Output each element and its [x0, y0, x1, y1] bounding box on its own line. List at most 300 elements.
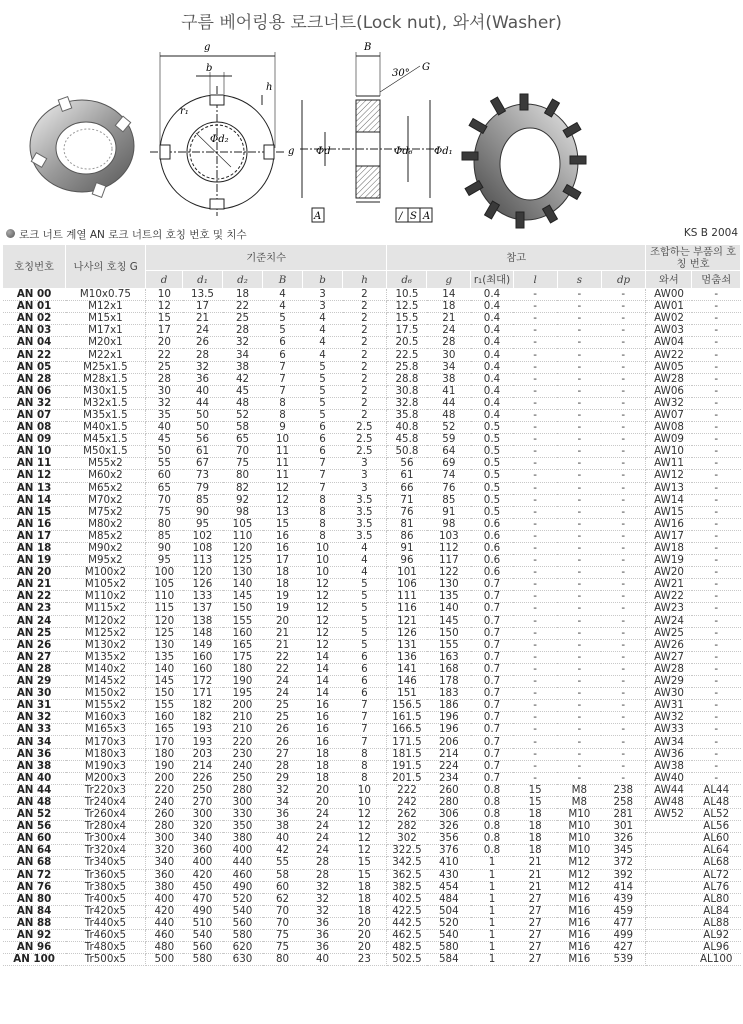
table-cell: 1 [471, 857, 513, 869]
table-row [3, 942, 741, 954]
table-cell: - [557, 700, 601, 712]
table-cell: 58 [263, 869, 303, 881]
table-cell: M150x2 [66, 688, 146, 700]
table-cell: - [513, 337, 557, 349]
table-cell: - [557, 542, 601, 554]
table-cell: 220 [146, 784, 183, 796]
table-cell: 48 [223, 397, 263, 409]
table-cell: AW00 [646, 289, 692, 301]
table-cell: 26 [263, 736, 303, 748]
table-cell: M25x1.5 [66, 361, 146, 373]
table-cell: 330 [223, 809, 263, 821]
table-cell: 166.5 [387, 724, 427, 736]
table-cell: - [513, 712, 557, 724]
table-cell: 18 [303, 760, 343, 772]
table-cell: 440 [146, 917, 183, 929]
table-cell: - [513, 313, 557, 325]
table-row [3, 627, 741, 639]
table-cell: 0.4 [471, 301, 513, 313]
col-d6: d₆ [387, 271, 427, 289]
table-cell: AL56 [692, 821, 741, 833]
table-row [3, 337, 741, 349]
table-cell: - [557, 349, 601, 361]
table-cell: 5 [343, 591, 387, 603]
table-row [3, 615, 741, 627]
table-cell: 10 [343, 796, 387, 808]
table-cell: Tr360x5 [66, 869, 146, 881]
table-cell: - [601, 385, 645, 397]
table-cell: AN 10 [3, 446, 66, 458]
table-cell: - [692, 736, 741, 748]
table-cell: 183 [427, 688, 471, 700]
table-cell: 22.5 [387, 349, 427, 361]
table-cell: 12 [343, 833, 387, 845]
table-cell: - [513, 542, 557, 554]
table-row [3, 639, 741, 651]
table-row [3, 869, 741, 881]
table-cell: 280 [146, 821, 183, 833]
table-cell: - [692, 446, 741, 458]
table-cell: AN 00 [3, 289, 66, 301]
table-cell: AW27 [646, 651, 692, 663]
table-cell: 32 [303, 893, 343, 905]
table-cell: 172 [183, 676, 223, 688]
table-cell: 5 [343, 639, 387, 651]
table-cell: 106 [387, 579, 427, 591]
table-cell: 5 [343, 627, 387, 639]
table-cell: AW20 [646, 567, 692, 579]
table-cell: AN 68 [3, 857, 66, 869]
table-cell: Tr460x5 [66, 929, 146, 941]
table-cell: - [692, 349, 741, 361]
table-cell: - [513, 530, 557, 542]
table-cell: 79 [183, 482, 223, 494]
table-cell: 34 [223, 349, 263, 361]
table-cell: 8 [343, 772, 387, 784]
table-cell: AL68 [692, 857, 741, 869]
table-cell: 95 [183, 518, 223, 530]
table-cell: 191.5 [387, 760, 427, 772]
table-cell: 0.7 [471, 579, 513, 591]
table-cell: AL88 [692, 917, 741, 929]
table-cell: 12 [343, 821, 387, 833]
table-cell: 5 [343, 615, 387, 627]
table-cell: 155 [427, 639, 471, 651]
table-cell: - [513, 301, 557, 313]
table-cell: 90 [146, 542, 183, 554]
table-cell: - [601, 591, 645, 603]
table-cell: - [557, 337, 601, 349]
table-cell: 18 [343, 881, 387, 893]
table-cell [646, 881, 692, 893]
table-cell: 200 [146, 772, 183, 784]
table-cell: 165 [146, 724, 183, 736]
table-cell: AN 03 [3, 325, 66, 337]
table-cell: 502.5 [387, 954, 427, 966]
table-cell: - [692, 676, 741, 688]
table-cell: 8 [263, 409, 303, 421]
col-d1: d₁ [183, 271, 223, 289]
table-cell: 11 [263, 458, 303, 470]
table-cell: - [513, 422, 557, 434]
table-cell: 0.7 [471, 688, 513, 700]
table-cell: M75x2 [66, 506, 146, 518]
table-cell: 122 [427, 567, 471, 579]
table-cell: 40.8 [387, 422, 427, 434]
table-cell: 2 [343, 385, 387, 397]
table-cell: AN 08 [3, 422, 66, 434]
table-cell: - [513, 289, 557, 301]
table-cell: 70 [223, 446, 263, 458]
label-angle: 30° [392, 68, 410, 79]
table-cell: 1 [471, 942, 513, 954]
table-cell: - [601, 289, 645, 301]
table-cell: 195 [223, 688, 263, 700]
table-cell: - [513, 506, 557, 518]
table-cell: AW11 [646, 458, 692, 470]
table-cell: 38 [263, 821, 303, 833]
table-cell: 0.5 [471, 446, 513, 458]
table-row [3, 301, 741, 313]
table-cell: 1 [471, 917, 513, 929]
table-cell: - [513, 482, 557, 494]
table-cell: 0.5 [471, 482, 513, 494]
table-cell: 0.4 [471, 337, 513, 349]
table-cell: 484 [427, 893, 471, 905]
table-cell: 22 [263, 663, 303, 675]
table-cell: 28 [146, 373, 183, 385]
table-cell: - [601, 555, 645, 567]
table-cell: 18 [263, 579, 303, 591]
table-cell: 462.5 [387, 929, 427, 941]
table-cell: AW07 [646, 409, 692, 421]
table-cell: 3 [343, 458, 387, 470]
table-cell: 5 [343, 603, 387, 615]
table-cell: - [601, 603, 645, 615]
table-cell: AL84 [692, 905, 741, 917]
table-cell: 24 [263, 688, 303, 700]
table-cell: AW15 [646, 506, 692, 518]
table-cell: - [601, 627, 645, 639]
table-cell: AL64 [692, 845, 741, 857]
table-cell: AL52 [692, 809, 741, 821]
table-cell: AN 48 [3, 796, 66, 808]
table-cell: AN 28 [3, 373, 66, 385]
table-cell: 27 [513, 954, 557, 966]
table-cell: 133 [183, 591, 223, 603]
table-cell: 25 [146, 361, 183, 373]
table-cell: 5 [263, 325, 303, 337]
section-title: 로크 너트 계열 AN 로크 너트의 호칭 번호 및 치수 [19, 229, 247, 241]
table-cell: M35x1.5 [66, 409, 146, 421]
table-cell: 320 [183, 821, 223, 833]
table-cell: 34 [263, 796, 303, 808]
table-cell: 24 [263, 676, 303, 688]
table-cell: 372 [601, 857, 645, 869]
table-cell: 14 [303, 676, 343, 688]
table-cell: 14 [427, 289, 471, 301]
table-cell: 146 [387, 676, 427, 688]
table-cell [646, 917, 692, 929]
table-cell: 131 [387, 639, 427, 651]
table-cell: 21 [263, 639, 303, 651]
table-cell: M16 [557, 893, 601, 905]
table-cell: 210 [223, 712, 263, 724]
table-cell: - [557, 736, 601, 748]
table-cell: AN 06 [3, 385, 66, 397]
table-cell: 20 [343, 917, 387, 929]
col-r1: r₁(최대) [471, 271, 513, 289]
table-cell: - [601, 651, 645, 663]
table-cell: 182 [183, 700, 223, 712]
table-cell: 460 [146, 929, 183, 941]
table-cell: 0.4 [471, 397, 513, 409]
table-row [3, 349, 741, 361]
col-dp: dp [601, 271, 645, 289]
table-cell: 262 [387, 809, 427, 821]
table-cell: 220 [223, 736, 263, 748]
table-cell: AW32 [646, 397, 692, 409]
table-cell: 56 [183, 434, 223, 446]
table-cell: 0.6 [471, 555, 513, 567]
table-cell: M145x2 [66, 676, 146, 688]
table-cell: - [692, 760, 741, 772]
table-cell: AW16 [646, 518, 692, 530]
table-cell: 62 [263, 893, 303, 905]
table-cell: 125 [223, 555, 263, 567]
col-h: h [343, 271, 387, 289]
table-cell: 150 [223, 603, 263, 615]
table-cell: 60 [146, 470, 183, 482]
table-cell: 13.5 [183, 289, 223, 301]
table-cell: 2 [343, 289, 387, 301]
table-cell [646, 833, 692, 845]
table-cell: 168 [427, 663, 471, 675]
table-cell: 90 [183, 506, 223, 518]
table-cell: 36 [303, 942, 343, 954]
table-cell: 136 [387, 651, 427, 663]
table-cell: - [692, 603, 741, 615]
table-cell: 56 [387, 458, 427, 470]
table-cell: - [513, 409, 557, 421]
header-code: 호칭번호 [3, 245, 66, 289]
table-cell: - [601, 736, 645, 748]
dimension-table [2, 244, 741, 966]
table-cell: 120 [183, 567, 223, 579]
table-cell: 345 [601, 845, 645, 857]
table-cell: 30 [427, 349, 471, 361]
table-cell: 121 [387, 615, 427, 627]
table-cell: - [692, 397, 741, 409]
table-cell: 7 [263, 385, 303, 397]
table-cell: AN 56 [3, 821, 66, 833]
table-cell: - [692, 337, 741, 349]
table-cell: M10 [557, 845, 601, 857]
table-cell: AW24 [646, 615, 692, 627]
table-cell: 6 [303, 434, 343, 446]
table-cell: 16 [303, 724, 343, 736]
table-cell: 141 [387, 663, 427, 675]
table-cell: 6 [343, 676, 387, 688]
table-cell: 420 [146, 905, 183, 917]
drawing-figures [0, 36, 743, 230]
table-cell: - [513, 397, 557, 409]
table-cell: 10 [303, 555, 343, 567]
table-cell: 1 [471, 954, 513, 966]
table-cell: Tr300x4 [66, 833, 146, 845]
table-cell: 510 [183, 917, 223, 929]
table-cell: - [513, 349, 557, 361]
col-g: g [427, 271, 471, 289]
table-row [3, 603, 741, 615]
table-cell: 280 [427, 796, 471, 808]
table-cell: AL44 [692, 784, 741, 796]
table-cell: Tr340x5 [66, 857, 146, 869]
table-cell: Tr440x5 [66, 917, 146, 929]
header-basic: 기준치수 [146, 245, 387, 271]
table-cell: 8 [303, 518, 343, 530]
table-cell: AN 20 [3, 567, 66, 579]
table-cell: M90x2 [66, 542, 146, 554]
table-cell: 76 [387, 506, 427, 518]
table-cell: 12 [303, 603, 343, 615]
table-cell: - [557, 289, 601, 301]
table-cell: 2.5 [343, 422, 387, 434]
table-cell: M16 [557, 942, 601, 954]
table-cell: 10.5 [387, 289, 427, 301]
table-cell: 80 [263, 954, 303, 966]
table-cell: 2.5 [343, 446, 387, 458]
table-row [3, 506, 741, 518]
table-cell: - [513, 760, 557, 772]
table-cell: - [513, 470, 557, 482]
table-cell: AW33 [646, 724, 692, 736]
table-cell: - [601, 772, 645, 784]
table-cell: 36 [303, 917, 343, 929]
table-cell: 67 [183, 458, 223, 470]
table-cell: - [513, 325, 557, 337]
table-cell: 18 [427, 301, 471, 313]
table-cell: 2 [343, 361, 387, 373]
table-cell: M10 [557, 821, 601, 833]
table-cell: - [513, 627, 557, 639]
table-cell: 45.8 [387, 434, 427, 446]
table-cell: AN 34 [3, 736, 66, 748]
table-cell: 126 [183, 579, 223, 591]
label-B: B [364, 42, 372, 53]
table-cell: 28 [303, 869, 343, 881]
table-cell: 439 [601, 893, 645, 905]
table-cell: 32 [263, 784, 303, 796]
table-cell: - [601, 530, 645, 542]
table-cell: 0.8 [471, 821, 513, 833]
table-cell: 302 [387, 833, 427, 845]
table-cell: AW28 [646, 373, 692, 385]
table-cell: 201.5 [387, 772, 427, 784]
table-cell: 55 [146, 458, 183, 470]
table-cell: 196 [427, 724, 471, 736]
table-cell: 18 [513, 809, 557, 821]
table-cell: 8 [303, 530, 343, 542]
table-cell: 0.7 [471, 639, 513, 651]
table-cell: - [513, 651, 557, 663]
label-g-side: g [288, 146, 295, 157]
table-cell: - [557, 409, 601, 421]
table-row [3, 833, 741, 845]
table-cell: 149 [183, 639, 223, 651]
table-cell: 28 [263, 760, 303, 772]
table-cell: 28.8 [387, 373, 427, 385]
table-cell: 11 [263, 470, 303, 482]
table-cell: Tr380x5 [66, 881, 146, 893]
table-cell: AN 40 [3, 772, 66, 784]
table-cell: - [513, 676, 557, 688]
table-cell: 135 [146, 651, 183, 663]
table-cell: - [513, 458, 557, 470]
table-cell: 376 [427, 845, 471, 857]
table-cell: - [601, 313, 645, 325]
table-cell: 360 [183, 845, 223, 857]
table-cell: AW30 [646, 688, 692, 700]
table-cell: 2 [343, 373, 387, 385]
table-cell: 342.5 [387, 857, 427, 869]
table-cell: M20x1 [66, 337, 146, 349]
table-cell: M12 [557, 857, 601, 869]
table-cell: M95x2 [66, 555, 146, 567]
table-cell: AL100 [692, 954, 741, 966]
table-cell: 580 [427, 942, 471, 954]
table-cell: 82 [223, 482, 263, 494]
table-cell: 44 [183, 397, 223, 409]
table-cell: 178 [427, 676, 471, 688]
table-cell: 85 [427, 494, 471, 506]
table-cell: 145 [223, 591, 263, 603]
table-cell: - [601, 494, 645, 506]
table-cell: 101 [387, 567, 427, 579]
table-cell: 3 [303, 301, 343, 313]
table-cell: AW38 [646, 760, 692, 772]
table-row [3, 313, 741, 325]
table-cell: - [692, 289, 741, 301]
table-cell: 44 [427, 397, 471, 409]
table-cell: - [692, 373, 741, 385]
table-cell: 52 [427, 422, 471, 434]
table-cell: 125 [146, 627, 183, 639]
table-cell: 80 [146, 518, 183, 530]
label-d6: Φd₆ [394, 146, 413, 157]
table-cell: AW29 [646, 676, 692, 688]
table-cell: AN 80 [3, 893, 66, 905]
table-cell: AW25 [646, 627, 692, 639]
table-cell: 206 [427, 736, 471, 748]
table-cell: 38 [427, 373, 471, 385]
table-cell: 3.5 [343, 506, 387, 518]
table-cell: 8 [303, 494, 343, 506]
table-cell: AW52 [646, 809, 692, 821]
table-cell: 540 [223, 905, 263, 917]
table-cell: - [513, 748, 557, 760]
table-cell: - [557, 422, 601, 434]
col-l: l [513, 271, 557, 289]
table-cell: 70 [263, 917, 303, 929]
table-cell: AN 28 [3, 663, 66, 675]
table-cell: 42 [263, 845, 303, 857]
table-cell: - [692, 772, 741, 784]
table-cell: 3.5 [343, 530, 387, 542]
table-cell: 120 [223, 542, 263, 554]
table-cell: 400 [223, 845, 263, 857]
table-cell: 500 [146, 954, 183, 966]
